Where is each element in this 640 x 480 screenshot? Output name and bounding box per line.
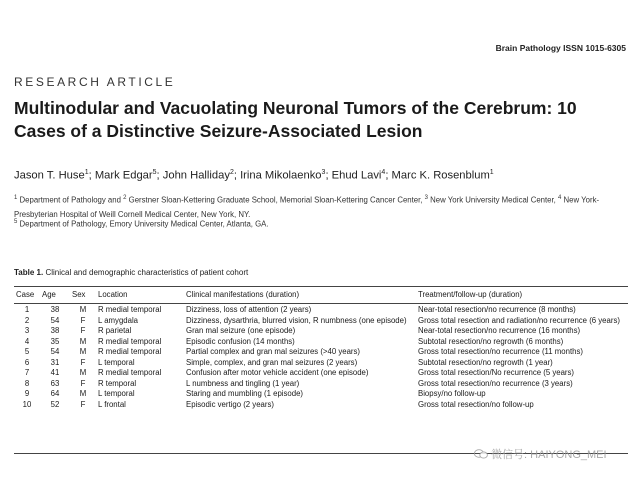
affiliation-text: New York-Presbyterian Hospital of Weill Cornell Medical Center, New York, NY. <box>14 195 600 219</box>
cell-clinical: Simple, complex, and gran mal seizures (2 years) <box>186 357 358 367</box>
cell-location: R medial temporal <box>98 347 162 356</box>
table-row <box>14 337 628 348</box>
cell-age: 54 <box>50 347 60 356</box>
affiliation-text: Department of Pathology, Emory University Medical Center, Atlanta, GA. <box>19 219 269 229</box>
author: Mark Edgar <box>94 169 153 182</box>
cell-sex: F <box>80 378 86 388</box>
table-row <box>14 379 628 390</box>
cell-location: R medial temporal <box>98 305 162 314</box>
cell-location: L frontal <box>98 399 126 409</box>
cell-location: R temporal <box>98 378 137 388</box>
table-label: Table 1. <box>14 268 44 277</box>
cell-treatment: Gross total resection/no follow-up <box>418 399 534 409</box>
cell-sex: M <box>79 347 87 356</box>
table-caption-text: Clinical and demographic characteristics of patient cohort <box>45 268 249 277</box>
affiliation-mark: 3 <box>424 195 428 201</box>
table-row <box>14 389 628 400</box>
cell-clinical: Episodic confusion (14 months) <box>186 336 295 346</box>
affiliation-mark: 1 <box>14 195 18 201</box>
author-list <box>14 169 634 182</box>
author-separator: ; <box>385 169 389 182</box>
cell-sex: M <box>79 368 87 377</box>
cell-sex: F <box>80 357 86 367</box>
cell-age: 64 <box>50 389 60 398</box>
cell-case: 6 <box>24 357 30 367</box>
cell-sex: M <box>79 336 87 346</box>
cell-treatment: Subtotal resection/no regrowth (6 months) <box>418 336 564 346</box>
cell-treatment: Gross total resection and radiation/no recurrence (6 years) <box>418 315 620 325</box>
cell-clinical: Dizziness, loss of attention (2 years) <box>186 305 312 314</box>
patient-table <box>14 289 628 410</box>
author-separator: ; <box>156 169 160 182</box>
cell-case: 3 <box>24 326 30 335</box>
cell-case: 8 <box>24 378 30 388</box>
cell-treatment: Gross total resection/no recurrence (3 years) <box>418 378 573 388</box>
cell-age: 41 <box>50 368 60 377</box>
author-affiliation-mark: 4 <box>381 169 386 176</box>
author-separator: ; <box>233 169 237 182</box>
cell-location: R medial temporal <box>98 336 162 346</box>
cell-clinical: Dizziness, dysarthria, blurred vision, R numbness (one episode) <box>186 315 407 325</box>
cell-clinical: L numbness and tingling (1 year) <box>186 378 300 388</box>
table-top-rule <box>14 286 628 287</box>
cell-location: R medial temporal <box>98 368 162 377</box>
cell-location: L amygdala <box>98 315 139 325</box>
author-affiliation-mark: 3 <box>321 169 326 176</box>
cell-treatment: Gross total resection/no recurrence (11 months) <box>418 347 583 356</box>
cell-age: 31 <box>50 357 60 367</box>
cell-clinical: Partial complex and gran mal seizures (>40 years) <box>186 347 360 356</box>
cell-sex: F <box>80 315 86 325</box>
table-row <box>14 305 628 316</box>
cell-treatment: Gross total resection/No recurrence (5 years) <box>418 368 574 377</box>
cell-treatment: Subtotal resection/no regrowth (1 year) <box>418 357 553 367</box>
cell-case: 2 <box>24 315 30 325</box>
cell-clinical: Staring and mumbling (1 episode) <box>186 389 304 398</box>
affiliation-text: Department of Pathology and <box>19 195 121 205</box>
cell-case: 9 <box>24 389 30 398</box>
cell-location: R parietal <box>98 326 132 335</box>
cell-age: 38 <box>50 326 60 335</box>
author-affiliation-mark: 1 <box>84 169 89 176</box>
cell-sex: F <box>80 326 86 335</box>
article-title: Multinodular and Vacuolating Neuronal Tumors of the Cerebrum: 10 Cases of a Distinctive Seizure-Associated Lesion <box>14 98 577 141</box>
author: Marc K. Rosenblum <box>391 169 490 182</box>
table-row <box>14 316 628 327</box>
author-separator: ; <box>325 169 329 182</box>
section-label: RESEARCH ARTICLE <box>14 75 176 89</box>
affiliation-line-5 <box>14 219 624 229</box>
author: Ehud Lavi <box>331 169 382 182</box>
table-header-row <box>14 289 628 305</box>
cell-case: 1 <box>24 305 30 314</box>
header-clinical: Clinical manifestations (duration) <box>186 290 300 299</box>
author-affiliation-mark: 5 <box>152 169 157 176</box>
table-caption <box>14 268 248 277</box>
cell-location: L temporal <box>98 357 135 367</box>
affiliation-text: Gerstner Sloan-Kettering Graduate School, Memorial Sloan-Kettering Cancer Center, <box>128 195 423 205</box>
cell-age: 35 <box>50 336 60 346</box>
watermark-text: 微信号: HAIYONG_MEI <box>491 449 607 461</box>
cell-case: 7 <box>24 368 30 377</box>
cell-clinical: Episodic vertigo (2 years) <box>186 399 274 409</box>
watermark <box>474 446 607 462</box>
cell-location: L temporal <box>98 389 135 398</box>
cell-age: 38 <box>50 305 60 314</box>
affiliations <box>14 191 624 222</box>
cell-age: 54 <box>50 315 60 325</box>
cell-treatment: Near-total resection/no recurrence (16 months) <box>418 326 581 335</box>
cell-treatment: Biopsy/no follow-up <box>418 389 486 398</box>
affiliation-mark: 4 <box>558 195 562 201</box>
author-affiliation-mark: 1 <box>489 169 494 176</box>
cell-case: 5 <box>24 347 30 356</box>
cell-case: 10 <box>22 399 32 409</box>
table-row <box>14 400 628 411</box>
header-sex: Sex <box>72 290 86 299</box>
journal-name: Brain Pathology ISSN 1015-6305 <box>495 43 626 53</box>
header-case: Case <box>16 290 35 299</box>
wechat-icon <box>474 449 488 459</box>
cell-sex: M <box>79 389 87 398</box>
table-row <box>14 358 628 369</box>
affiliation-mark: 5 <box>14 219 18 225</box>
cell-age: 63 <box>50 378 60 388</box>
author: Irina Mikolaenko <box>240 169 322 182</box>
author-separator: ; <box>88 169 92 182</box>
header-treatment: Treatment/follow-up (duration) <box>418 290 523 299</box>
author-affiliation-mark: 2 <box>229 169 234 176</box>
affiliation-text: New York University Medical Center, <box>430 195 556 205</box>
table-row <box>14 347 628 358</box>
author: Jason T. Huse <box>14 169 85 182</box>
header-location: Location <box>98 290 128 299</box>
cell-sex: F <box>80 399 86 409</box>
cell-sex: M <box>79 305 87 314</box>
cell-case: 4 <box>24 336 30 346</box>
table-row <box>14 368 628 379</box>
cell-treatment: Near-total resection/no recurrence (8 months) <box>418 305 576 314</box>
author: John Halliday <box>162 169 230 182</box>
cell-clinical: Confusion after motor vehicle accident (one episode) <box>186 368 369 377</box>
cell-clinical: Gran mal seizure (one episode) <box>186 326 296 335</box>
cell-age: 52 <box>50 399 60 409</box>
table-row <box>14 326 628 337</box>
header-age: Age <box>42 290 56 299</box>
affiliation-mark: 2 <box>123 195 127 201</box>
